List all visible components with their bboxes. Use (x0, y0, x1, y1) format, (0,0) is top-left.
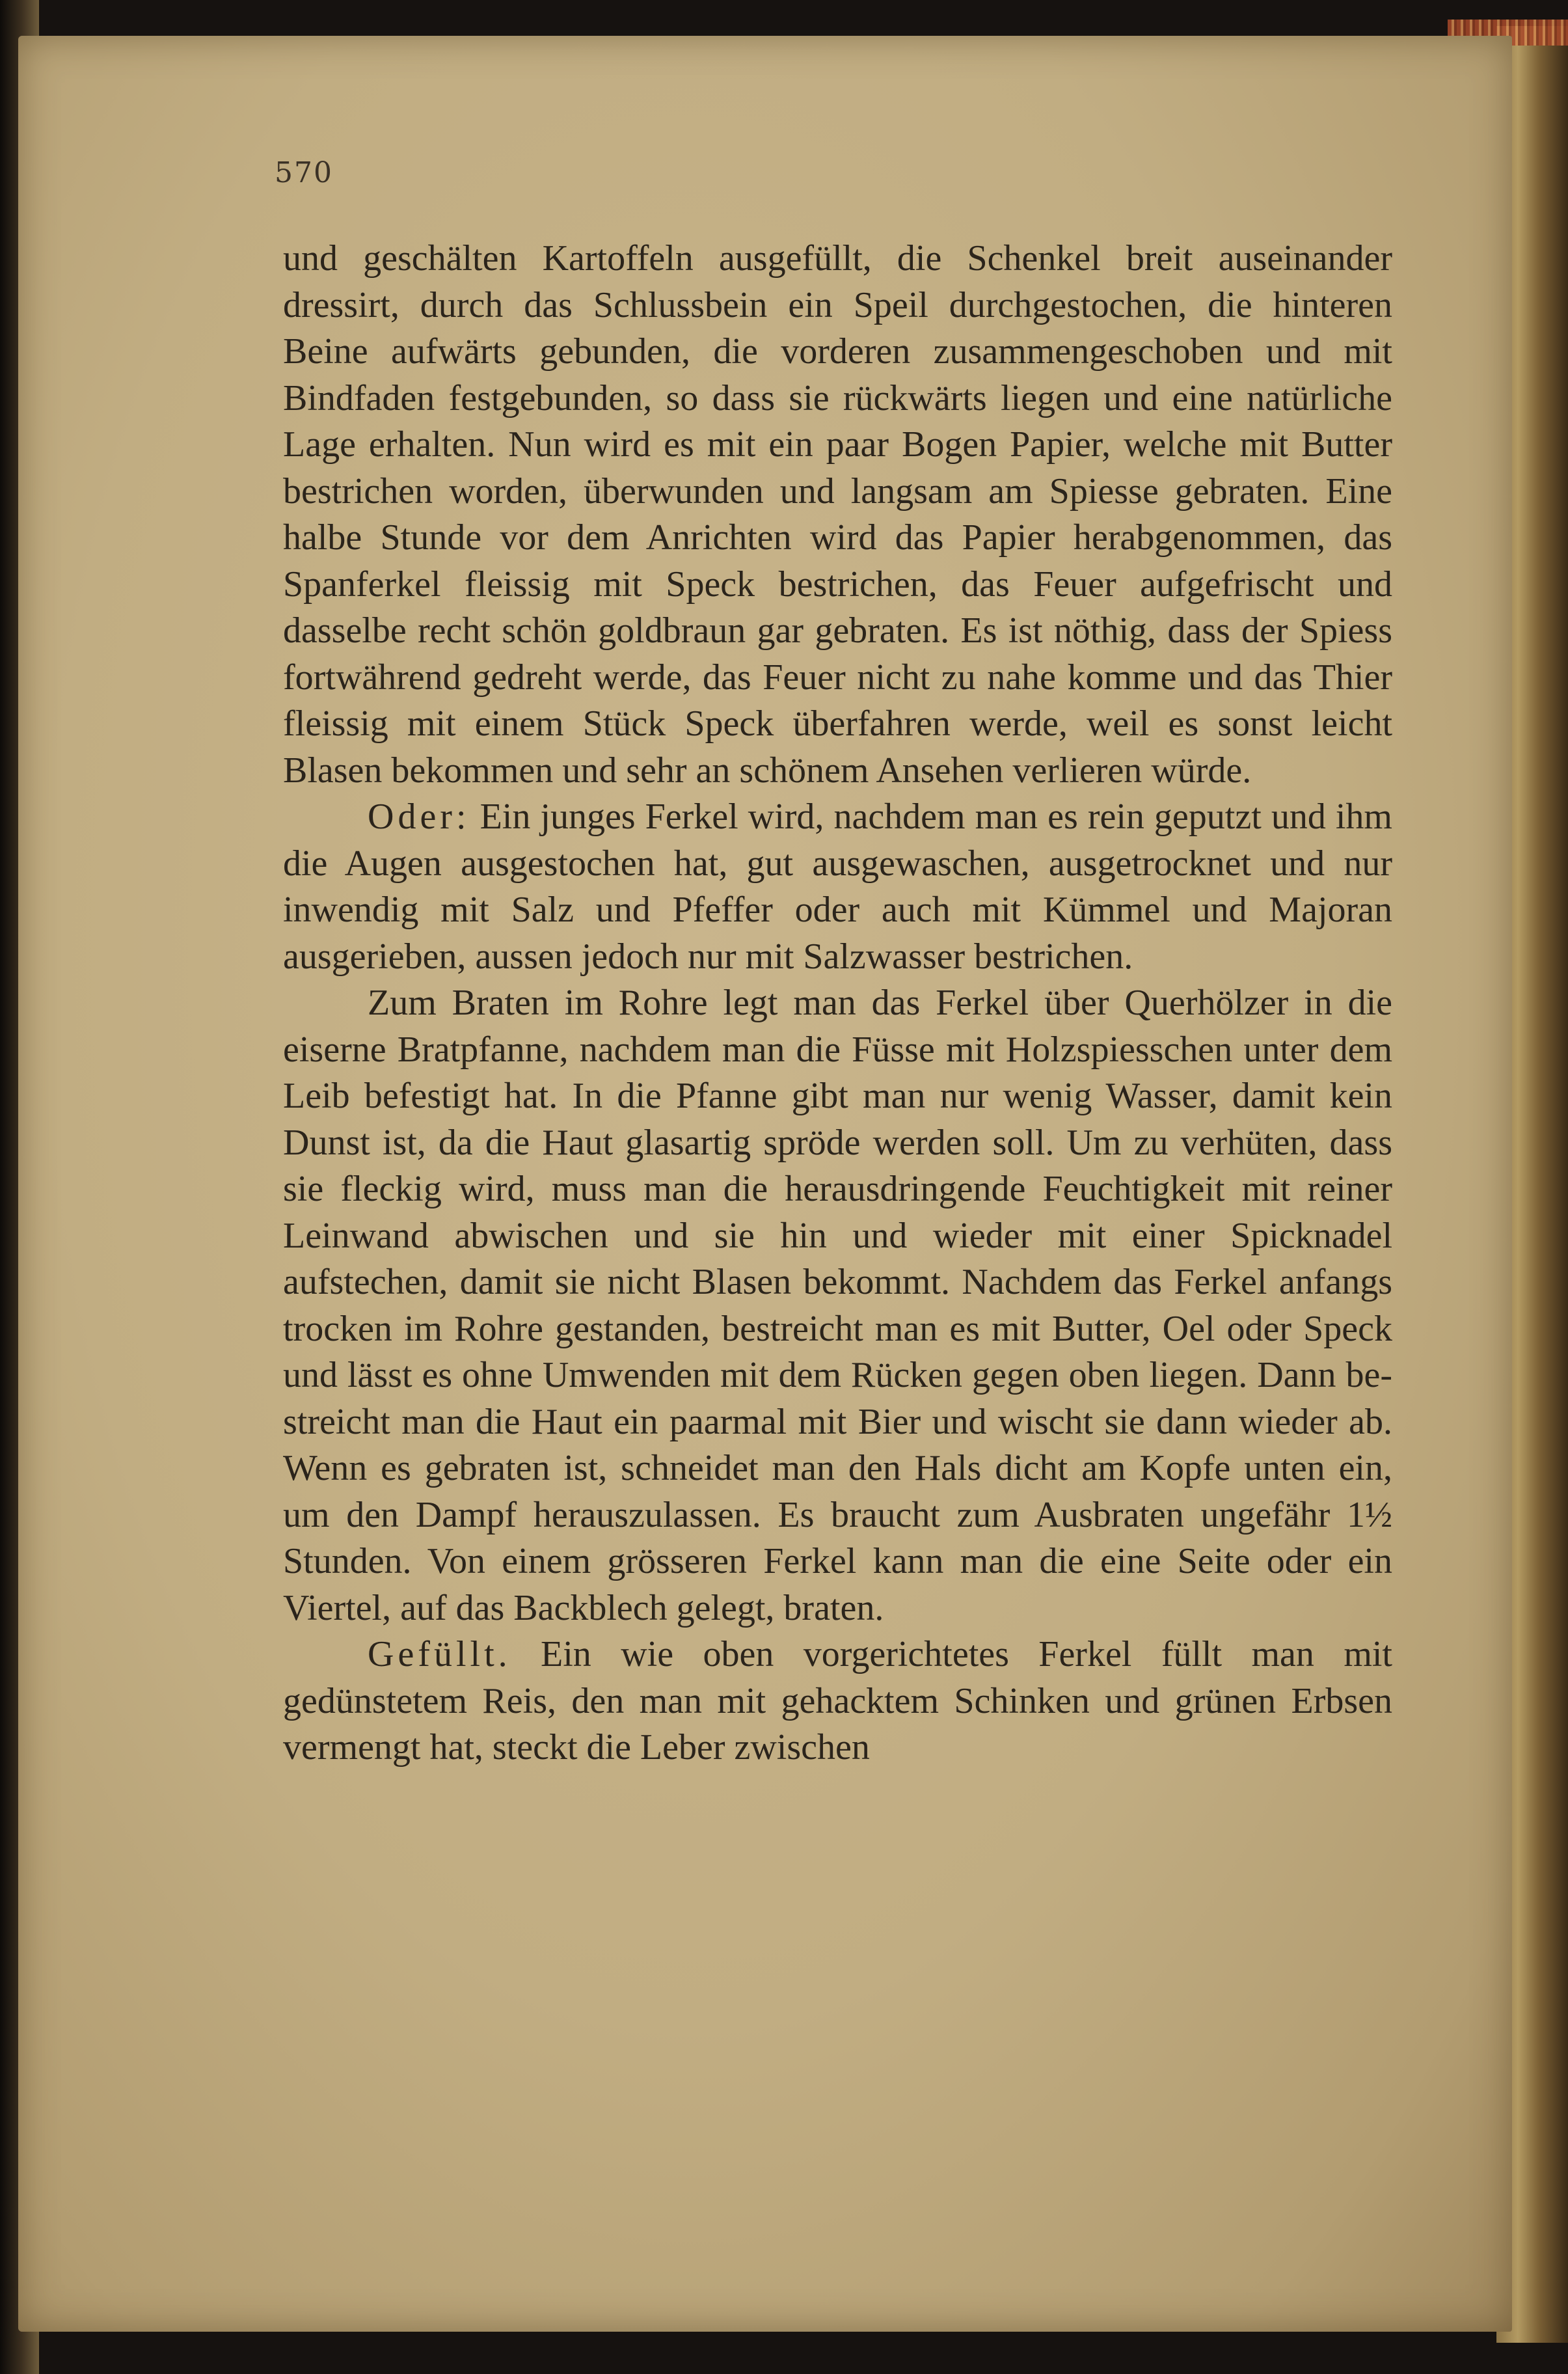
paragraph-3-text: Zum Braten im Rohre legt man das Ferkel über Querhölzer in die eiserne Bratpfanne, nachdem man die Füsse mit Holzspiesschen unter dem Leib befestigt hat. In die Pfanne gibt man nur wenig Wasser, damit kein Dunst ist, da die Haut glasartig spröde werden soll. Um zu verhüten, dass sie fleckig wird, muss man die herausdringende Feuchtigkeit mit reiner Leinwand abwischen und sie hin und wieder mit einer Spicknadel aufstechen, damit sie nicht Blasen bekommt. Nachdem das Ferkel anfangs trocken im Rohre gestanden, bestreicht man es mit Butter, Oel oder Speck und lässt es ohne Umwenden mit dem Rücken gegen oben liegen. Dann bestreicht man die Haut ein paarmal mit Bier und wischt sie dann wieder ab. Wenn es gebraten ist, schneidet man den Hals dicht am Kopfe unten ein, um den Dampf herauszulassen. Es braucht zum Ausbraten ungefähr 1½ Stunden. Von einem grösseren Ferkel kann man die eine Seite oder ein Viertel, auf das Backblech gelegt, braten. (283, 983, 1392, 1628)
paragraph-2 (283, 794, 1392, 980)
paragraph-2-lead: Oder: (368, 797, 470, 837)
page-number: 570 (275, 156, 333, 189)
paragraph-4 (283, 1631, 1392, 1771)
paragraph-2-text: Ein junges Ferkel wird, nachdem man es rein geputzt und ihm die Augen ausgestochen hat, gut ausgewaschen, ausgetrocknet und nur inwendig mit Salz und Pfeffer oder auch mit Kümmel und Majoran ausgerieben, aussen jedoch nur mit Salzwasser bestrichen. (283, 797, 1392, 977)
paragraph-1 (283, 236, 1392, 794)
paragraph-4-text: Ein wie oben vorgerichtetes Ferkel füllt man mit gedünstetem Reis, den man mit gehacktem Schinken und grünen Erbsen vermengt hat, steckt die Leber zwischen (283, 1634, 1392, 1767)
body-text (283, 236, 1392, 1771)
paragraph-4-lead: Gefüllt. (368, 1634, 511, 1674)
paragraph-1-text: und geschälten Kartoffeln ausgefüllt, die Schenkel breit auseinander dressirt, durch das Schlussbein ein Speil durchgestochen, die hinteren Beine aufwärts gebunden, die vorderen zusammengeschoben und mit Bindfaden festgebunden, so dass sie rückwärts liegen und eine natürliche Lage erhalten. Nun wird es mit ein paar Bogen Papier, welche mit Butter bestrichen worden, überwunden und langsam am Spiesse gebraten. Eine halbe Stunde vor dem Anrichten wird das Papier herabgenommen, das Spanferkel fleissig mit Speck bestrichen, das Feuer aufgefrischt und dasselbe recht schön goldbraun gar gebraten. Es ist nöthig, dass der Spiess fortwährend gedreht werde, das Feuer nicht zu nahe komme und das Thier fleissig mit einem Stück Speck überfahren werde, weil es sonst leicht Blasen bekommen und sehr an schönem Ansehen verlieren würde. (283, 238, 1392, 791)
paragraph-3 (283, 980, 1392, 1631)
